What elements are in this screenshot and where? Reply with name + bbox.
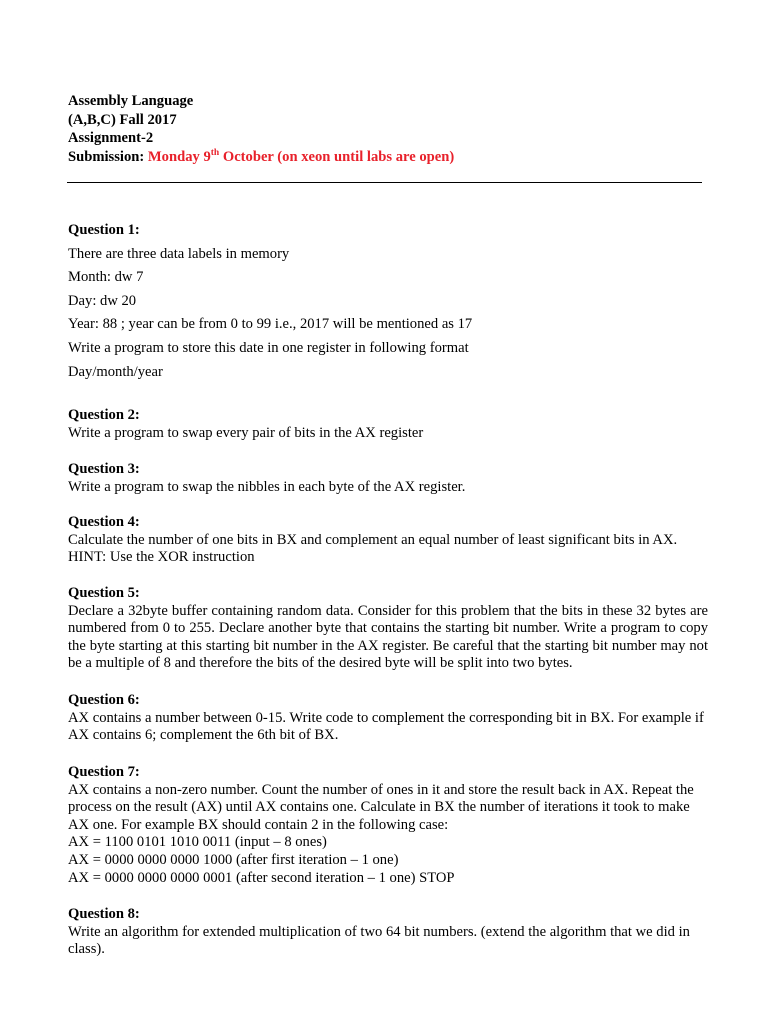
header-divider [67,182,702,183]
question-text: AX contains a number between 0-15. Write code to complement the corresponding bit in BX. For example if AX contains 6; complement the 6th bit of BX. [68,709,704,744]
question-line: Day: dw 20 [68,292,137,309]
question-line: Year: 88 ; year can be from 0 to 99 i.e., 2017 will be mentioned as 17 [68,316,473,333]
question-8 [68,906,708,959]
question-line: Write a program to store this date in one register in following format [68,339,469,356]
question-line: There are three data labels in memory [68,245,290,262]
question-text: Write a program to swap every pair of bits in the AX register [68,424,424,441]
submission-line [68,148,708,167]
question-line: Month: dw 7 [68,269,144,286]
question-title: Question 4: [68,514,140,530]
question-line: HINT: Use the XOR instruction [68,549,255,566]
question-text: AX contains a non-zero number. Count the number of ones in it and store the result back in AX. Repeat the process on the result (AX) until AX contains one. Calculate in BX the number of iterations it took to make AX one. For example BX should contain 2 in the following case: [68,781,694,833]
code-line: AX = 0000 0000 0000 1000 (after first iteration – 1 one) [68,851,399,868]
course-title: Assembly Language [68,93,194,109]
course-section: (A,B,C) Fall 2017 [68,111,177,128]
submission-date [148,149,454,165]
question-title: Question 5: [68,585,140,601]
submission-date-ordinal: th [210,147,220,158]
question-title: Question 8: [68,906,140,922]
question-4 [68,514,708,567]
question-6 [68,692,708,745]
question-title: Question 3: [68,461,140,477]
question-text: Declare a 32byte buffer containing random data. Consider for this problem that the bits in these 32 bytes are numbered from 0 to 255. Declare another byte that contains the starting bit number. Write a program to copy the byte starting at this starting bit number in the AX register. Be careful that the starting bit number may not be a multiple of 8 and therefore the bits of the desired byte will be split into two bytes. [68,602,708,672]
submission-label: Submission: [68,148,145,165]
question-title: Question 2: [68,407,140,423]
question-text: Write a program to swap the nibbles in each byte of the AX register. [68,478,466,495]
question-5 [68,585,708,673]
document-header [68,92,708,166]
code-line: AX = 1100 0101 1010 0011 (input – 8 ones) [68,834,327,851]
submission-date-rest: October (on xeon until labs are open) [219,148,455,165]
submission-date-day: Monday 9 [147,148,211,165]
question-title: Question 7: [68,764,140,780]
question-line: Calculate the number of one bits in BX and complement an equal number of least significant bits in AX. [68,531,678,548]
code-line: AX = 0000 0000 0000 0001 (after second iteration – 1 one) STOP [68,869,455,886]
question-7 [68,764,708,887]
question-title: Question 1: [68,222,140,238]
question-2 [68,407,708,442]
question-3 [68,461,708,496]
question-title: Question 6: [68,692,140,708]
question-1 [68,219,708,384]
question-text: Write an algorithm for extended multiplication of two 64 bit numbers. (extend the algorithm that we did in class). [68,923,690,958]
assignment-title: Assignment-2 [68,130,154,146]
question-line: Day/month/year [68,363,163,380]
